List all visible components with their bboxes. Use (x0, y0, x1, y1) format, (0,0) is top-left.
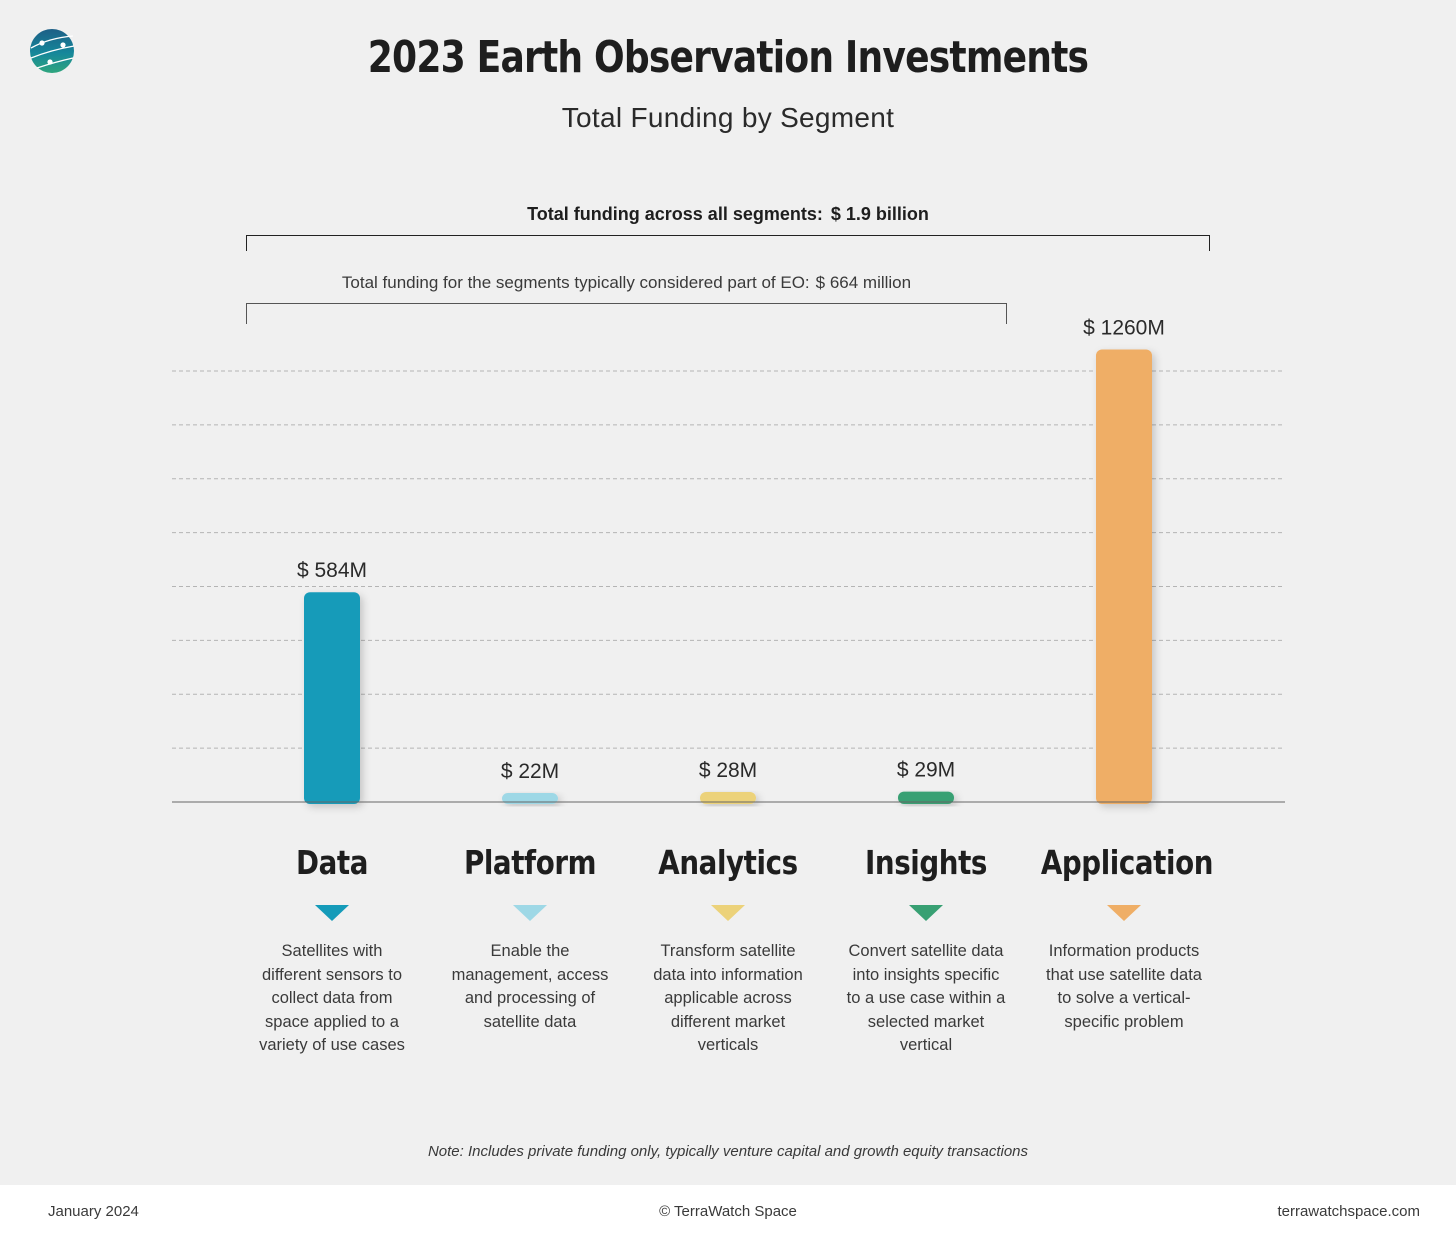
total-all-label: Total funding across all segments: (527, 204, 823, 224)
segment-description-data: Satellites with different sensors to collect data from space applied to a variety of use cases (259, 942, 405, 1054)
bar-application (1096, 349, 1152, 804)
segment-name-analytics: Analytics (658, 843, 798, 882)
bar-value-label: $ 29M (896, 758, 956, 782)
total-eo-value: $ 664 million (815, 273, 912, 292)
footer (0, 1185, 1456, 1236)
segment-name-application: Application (1040, 843, 1214, 882)
triangle-down-icon (315, 905, 349, 921)
segment-name-insights: Insights (864, 843, 988, 882)
segment-description-platform: Enable the management, access and processing of satellite data (451, 942, 609, 1031)
bar-value-label: $ 1260M (1083, 316, 1165, 340)
segment-description-insights: Convert satellite data into insights specific to a use case within a selected market vertical (846, 942, 1006, 1054)
segment-description-application: Information products that use satellite data to solve a vertical-specific problem (1046, 942, 1202, 1031)
footnote: Note: Includes private funding only, typically venture capital and growth equity transactions (427, 1143, 1029, 1160)
total-all-value: $ 1.9 billion (830, 204, 929, 224)
bar-value-label: $ 28M (698, 758, 758, 782)
segment-name-platform: Platform (463, 843, 597, 882)
triangle-down-icon (909, 905, 943, 921)
bar-value-label: $ 22M (500, 760, 560, 783)
triangle-down-icon (1107, 905, 1141, 921)
segment-name-data: Data (295, 843, 369, 882)
footer-date: January 2024 (48, 1203, 139, 1220)
segment-description-analytics: Transform satellite data into information applicable across different market verticals (653, 942, 803, 1054)
triangle-down-icon (711, 905, 745, 921)
total-eo-label: Total funding for the segments typically considered part of EO: (341, 273, 810, 292)
chart-title: 2023 Earth Observation Investments (367, 32, 1089, 83)
footer-copyright: © TerraWatch Space (659, 1203, 797, 1220)
bar-value-label: $ 584M (296, 559, 368, 583)
bar-data (304, 592, 360, 804)
footer-website[interactable]: terrawatchspace.com (1277, 1203, 1420, 1220)
chart-subtitle: Total Funding by Segment (561, 102, 895, 133)
triangle-down-icon (513, 905, 547, 921)
